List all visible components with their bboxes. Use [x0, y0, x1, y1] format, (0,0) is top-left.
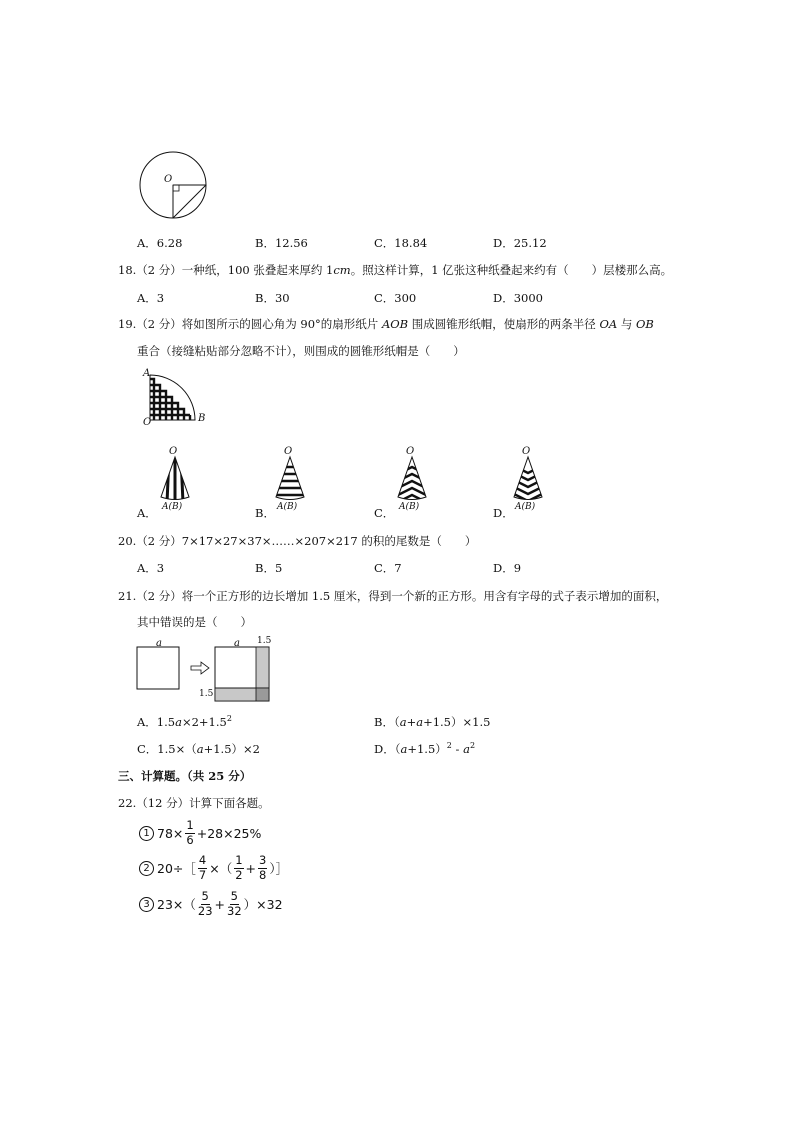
q19-cone-d-base: A(B): [515, 502, 536, 512]
q22-item-3-frac1: [198, 891, 213, 917]
q19-text-c: 与: [617, 317, 636, 331]
q22-item-2-frac2: [234, 855, 243, 881]
q22-item-3-den1: 23: [197, 903, 213, 918]
q19-question-line2: 重合（接缝粘贴部分忽略不计），则围成的圆锥形纸帽是（ ）: [137, 344, 465, 358]
q18-question: [118, 262, 672, 278]
q17-option-b[interactable]: B．12.56: [255, 236, 308, 250]
q18-option-c[interactable]: C．300: [374, 291, 417, 305]
q17-option-d[interactable]: D．25.12: [493, 236, 547, 250]
q22-item-3-b: +: [214, 896, 226, 912]
q22-item-2-den1: 7: [198, 867, 207, 882]
q21-opt-b-p1: B．（: [374, 715, 400, 729]
q22-item-3-a: 23×（: [157, 897, 196, 912]
q22-item-2-d: ）］: [269, 861, 289, 876]
q19-sector-label-o: O: [143, 417, 152, 428]
q22-item-2-num1: 4: [198, 853, 207, 867]
q21-label-15-top: 1.5: [257, 636, 272, 646]
q21-opt-d-p3: -: [451, 742, 464, 756]
q22-item-1-num: 1: [186, 818, 194, 832]
q21-opt-c-var: a: [196, 742, 204, 756]
q22-item-1-a: 78×: [157, 825, 184, 841]
q22-item-2-num3: 3: [259, 853, 267, 867]
q22-item-3-frac2: [227, 891, 242, 917]
q21-opt-a-var: a: [175, 715, 182, 729]
q18-option-b[interactable]: B．30: [255, 291, 290, 305]
q21-label-a2: a: [234, 638, 240, 649]
q21-opt-c-p2: +1.5）×2: [203, 742, 260, 756]
q17-label-o: O: [164, 174, 173, 185]
q21-opt-a-p1: A．1.5: [137, 715, 176, 729]
q19-aob: AOB: [381, 317, 409, 331]
q22-item-1: [139, 820, 261, 846]
q21-option-c[interactable]: [137, 741, 260, 757]
q22-item-3-den2: 32: [227, 903, 242, 918]
q19-text-b: 围成圆锥形纸帽，使扇形的两条半径: [408, 317, 600, 331]
q22-item-2-frac3: [258, 855, 267, 881]
q21-opt-d-var2: a: [463, 742, 470, 756]
q20-option-a[interactable]: A．3: [137, 561, 165, 575]
q17-option-a[interactable]: A．6.28: [137, 236, 183, 250]
q17-option-c[interactable]: C．18.84: [374, 236, 428, 250]
q18-option-d[interactable]: D．3000: [493, 291, 543, 305]
q20-option-d[interactable]: D．9: [493, 561, 522, 575]
q19-cone-c-top: O: [406, 446, 415, 457]
q21-option-b[interactable]: [374, 714, 490, 730]
q22-item-3-c: ）×32: [243, 897, 283, 912]
q22-item-2-c: +: [245, 860, 257, 876]
q21-label-15-left: 1.5: [199, 689, 214, 699]
q22-item-1-den: 6: [186, 832, 194, 847]
q21-label-a: a: [156, 638, 162, 649]
q21-opt-b-p2: +: [406, 715, 417, 729]
q22-item-2-frac1: [198, 855, 207, 881]
q19-option-c[interactable]: C．: [374, 506, 395, 520]
q18-option-a[interactable]: A．3: [137, 291, 165, 305]
section3-title: 三、计算题。（共 25 分）: [118, 769, 252, 783]
q21-option-d[interactable]: [374, 741, 475, 757]
q19-cone-d-top: O: [522, 446, 531, 457]
q17-circle-figure: [136, 150, 216, 230]
q19-cone-b-base: A(B): [277, 502, 298, 512]
q21-opt-b-var2: a: [416, 715, 424, 729]
q21-opt-d-sup1: 2: [446, 741, 452, 751]
q20-question: 20.（2 分）7×17×27×37×……×207×217 的积的尾数是（ ）: [118, 534, 477, 548]
q19-cone-c: [392, 455, 432, 503]
q19-option-d[interactable]: D．: [493, 506, 514, 520]
q19-cone-c-base: A(B): [399, 502, 420, 512]
q19-cone-d: [508, 455, 548, 503]
q19-ob: OB: [636, 317, 654, 331]
q21-question-line2: 其中错误的是（ ）: [137, 615, 252, 629]
q21-opt-a-p2: ×2+1.5: [181, 715, 227, 729]
q21-opt-b-p3: +1.5）×1.5: [423, 715, 491, 729]
q22-item-2-a: 20÷［: [157, 861, 196, 876]
q20-option-b[interactable]: B．5: [255, 561, 283, 575]
q22-item-2: [139, 855, 288, 881]
q22-item-2-den3: 8: [259, 867, 267, 882]
q22-item-1-mark: 1: [139, 826, 154, 841]
q18-text-b: 。照这样计算，1 亿张这种纸叠起来约有（ ）层楼那么高。: [350, 263, 673, 277]
q21-opt-b-var1: a: [399, 715, 407, 729]
q22-item-3: [139, 891, 283, 917]
q21-opt-c-p1: C．1.5×（: [137, 742, 197, 756]
q22-item-2-num2: 1: [235, 853, 243, 867]
q21-question-line1: 21.（2 分）将一个正方形的边长增加 1.5 厘米，得到一个新的正方形。用含有字母的式子表示增加的面积，: [118, 589, 668, 603]
q21-opt-d-p1: D．（: [374, 742, 401, 756]
q22-item-1-frac: [185, 820, 194, 846]
q21-opt-a-sup: 2: [226, 714, 232, 724]
q22-item-3-num2: 5: [230, 889, 238, 903]
q19-cone-a-top: O: [169, 446, 178, 457]
q21-option-a[interactable]: [137, 714, 232, 730]
q19-cone-b-top: O: [284, 446, 293, 457]
q19-option-b[interactable]: B．: [255, 506, 275, 520]
q21-opt-d-sup2: 2: [469, 741, 476, 751]
q18-unit: cm: [333, 263, 351, 277]
q19-oa: OA: [599, 317, 618, 331]
q20-option-c[interactable]: C．7: [374, 561, 402, 575]
q22-item-1-b: +28×25%: [196, 825, 262, 841]
q19-sector-label-a: A: [143, 368, 151, 379]
q19-cone-a: [155, 455, 195, 503]
q21-opt-d-p2: +1.5）: [407, 742, 447, 756]
q22-item-2-b: ×（: [209, 861, 233, 876]
q22-item-3-mark: 3: [139, 897, 154, 912]
q22-question: 22.（12 分）计算下面各题。: [118, 796, 270, 810]
q22-item-3-num1: 5: [201, 889, 209, 903]
q19-text-a: 19.（2 分）将如图所示的圆心角为 90°的扇形纸片: [118, 317, 382, 331]
q19-question-line1: [118, 316, 654, 332]
q19-sector-label-b: B: [198, 413, 206, 424]
q22-item-2-den2: 2: [235, 867, 243, 882]
q21-opt-d-var: a: [400, 742, 408, 756]
q19-option-a[interactable]: A．: [137, 506, 157, 520]
q19-cone-b: [270, 455, 310, 503]
q22-item-2-mark: 2: [139, 861, 154, 876]
q18-text-a: 18.（2 分）一种纸，100 张叠起来厚约 1: [118, 263, 334, 277]
q19-cone-a-base: A(B): [162, 502, 183, 512]
